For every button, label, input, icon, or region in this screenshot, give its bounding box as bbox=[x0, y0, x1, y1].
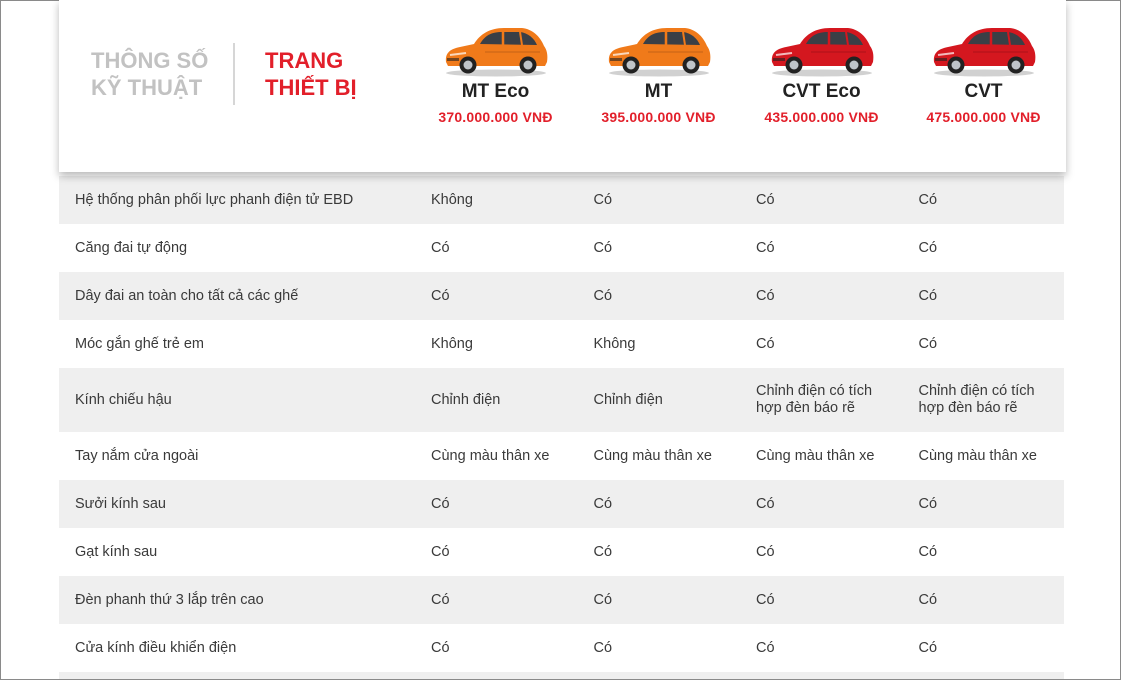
tab-equipment-line1: TRANG bbox=[265, 48, 344, 73]
cell-mt: Không bbox=[593, 335, 636, 352]
cell-mt: Có bbox=[593, 543, 613, 560]
table-row bbox=[59, 528, 1064, 576]
cell-cvt: Có bbox=[918, 639, 938, 656]
model-column-mt bbox=[577, 0, 740, 125]
row-label: Căng đai tự động bbox=[75, 239, 188, 256]
orange-hatchback-icon bbox=[603, 22, 715, 78]
cell-mt-eco: Không bbox=[431, 335, 473, 352]
cell-cvt: Có bbox=[918, 191, 938, 208]
model-column-cvt-eco bbox=[740, 0, 903, 125]
tab-equipment-line2: THIẾT BỊ bbox=[265, 75, 357, 100]
model-name: MT Eco bbox=[461, 81, 530, 102]
model-price: 435.000.000 VNĐ bbox=[764, 109, 879, 125]
model-price: 395.000.000 VNĐ bbox=[601, 109, 716, 125]
cell-cvt-eco: Có bbox=[756, 495, 775, 512]
cell-cvt: Có bbox=[918, 335, 938, 352]
row-label: Tay nắm cửa ngoài bbox=[75, 447, 199, 464]
cell-cvt-eco: Có bbox=[756, 287, 775, 304]
model-name: MT bbox=[644, 81, 673, 102]
table-row bbox=[59, 576, 1064, 624]
cell-mt: Có bbox=[593, 287, 613, 304]
table-row bbox=[59, 224, 1064, 272]
row-label: Hệ thống phân phối lực phanh điện tử EBD bbox=[75, 191, 354, 208]
cell-mt-eco: Có bbox=[431, 239, 450, 256]
cell-cvt-eco: Có bbox=[756, 543, 775, 560]
tab-equipment[interactable] bbox=[265, 47, 357, 101]
cell-cvt-eco: Cùng màu thân xe bbox=[756, 447, 875, 464]
comparison-header bbox=[59, 0, 1066, 172]
cell-mt-eco: Cùng màu thân xe bbox=[431, 447, 550, 464]
cell-mt-eco: Có bbox=[431, 543, 450, 560]
cell-mt: Cùng màu thân xe bbox=[593, 447, 712, 464]
cell-cvt-eco: Có bbox=[756, 191, 775, 208]
tab-specifications-line2: KỸ THUẬT bbox=[91, 75, 203, 100]
table-row bbox=[59, 624, 1064, 672]
cell-mt-eco: Có bbox=[431, 591, 450, 608]
model-price: 370.000.000 VNĐ bbox=[438, 109, 553, 125]
table-row bbox=[59, 368, 1064, 432]
red-hatchback-icon bbox=[766, 22, 878, 78]
red-hatchback-icon bbox=[928, 22, 1040, 78]
equipment-table bbox=[59, 176, 1064, 680]
table-row bbox=[59, 432, 1064, 480]
model-name: CVT bbox=[964, 81, 1003, 102]
cell-mt: Có bbox=[593, 639, 613, 656]
cell-mt: Có bbox=[593, 191, 613, 208]
row-label: Kính chiếu hậu bbox=[75, 391, 172, 408]
table-row bbox=[59, 320, 1064, 368]
cell-cvt-eco: Chỉnh điện có tích hợp đèn báo rẽ bbox=[756, 383, 873, 416]
cell-mt-eco: Có bbox=[431, 287, 450, 304]
cell-cvt-eco: Có bbox=[756, 239, 775, 256]
row-label: Dây đai an toàn cho tất cả các ghế bbox=[75, 287, 299, 304]
tab-divider bbox=[233, 43, 235, 105]
row-label: Cửa kính điều khiển điện bbox=[75, 639, 237, 656]
model-price: 475.000.000 VNĐ bbox=[926, 109, 1041, 125]
orange-hatchback-icon bbox=[440, 22, 552, 78]
cell-cvt: Cùng màu thân xe bbox=[918, 447, 1037, 464]
cell-mt: Có bbox=[593, 591, 613, 608]
cell-cvt-eco: Có bbox=[756, 639, 775, 656]
row-label: Đèn phanh thứ 3 lắp trên cao bbox=[75, 591, 264, 608]
cell-cvt: Chỉnh điện có tích hợp đèn báo rẽ bbox=[918, 383, 1035, 416]
tab-specifications-line1: THÔNG SỐ bbox=[91, 48, 209, 73]
cell-cvt: Có bbox=[918, 287, 938, 304]
row-label: Móc gắn ghế trẻ em bbox=[75, 335, 204, 352]
table-row bbox=[59, 176, 1064, 224]
cell-cvt: Có bbox=[918, 591, 938, 608]
cell-mt: Có bbox=[593, 495, 613, 512]
cell-cvt-eco: Có bbox=[756, 335, 775, 352]
row-label: Sưởi kính sau bbox=[75, 495, 166, 512]
cell-mt: Có bbox=[593, 239, 613, 256]
cell-mt-eco: Có bbox=[431, 639, 450, 656]
cell-mt-eco: Không bbox=[431, 191, 473, 208]
cell-cvt: Có bbox=[918, 239, 938, 256]
cell-mt-eco: Có bbox=[431, 495, 450, 512]
cell-cvt-eco: Có bbox=[756, 591, 775, 608]
model-column-mt-eco bbox=[414, 0, 577, 125]
model-column-cvt bbox=[902, 0, 1065, 125]
tab-specifications[interactable] bbox=[91, 47, 208, 101]
cell-mt: Chỉnh điện bbox=[593, 391, 663, 408]
model-name: CVT Eco bbox=[782, 81, 861, 102]
row-label: Gạt kính sau bbox=[75, 543, 158, 560]
table-row bbox=[59, 480, 1064, 528]
cell-cvt: Có bbox=[918, 543, 938, 560]
table-row-partial bbox=[59, 672, 1064, 680]
cell-cvt: Có bbox=[918, 495, 938, 512]
cell-mt-eco: Chỉnh điện bbox=[431, 391, 501, 408]
table-row bbox=[59, 272, 1064, 320]
